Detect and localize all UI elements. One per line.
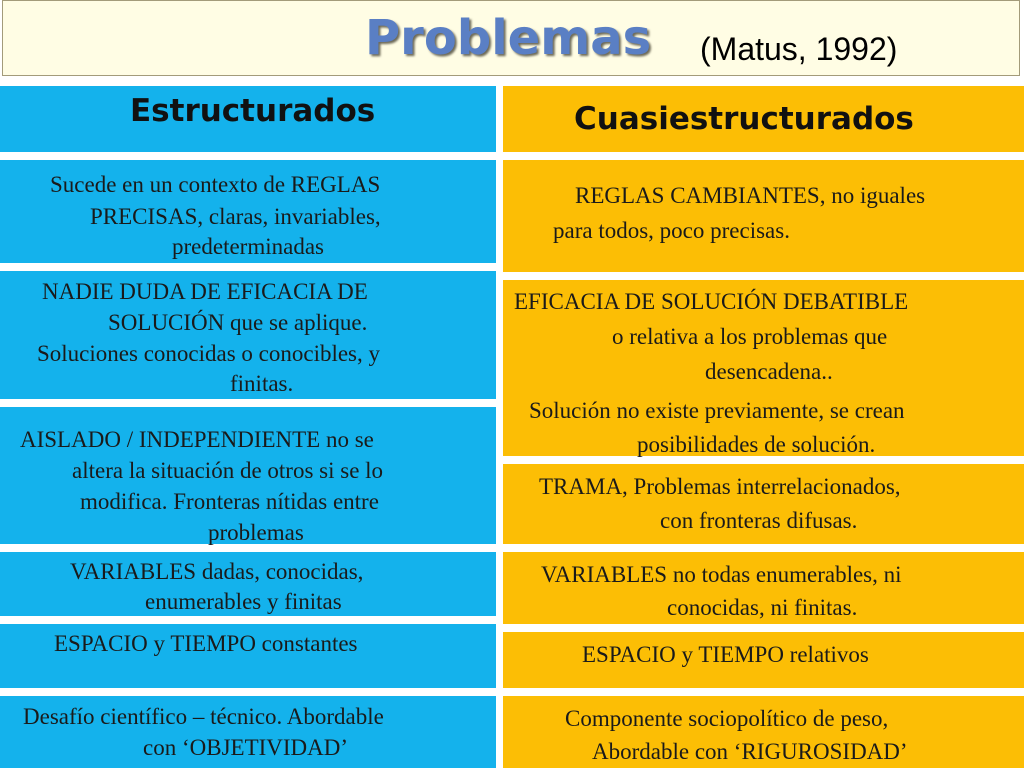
cell-right-espacio <box>503 632 1024 688</box>
cell-text-line: problemas <box>208 520 304 545</box>
cell-text-line: Sucede en un contexto de REGLAS <box>50 172 381 197</box>
cell-text-line: con fronteras difusas. <box>660 508 858 533</box>
cell-right-trama <box>503 464 1024 544</box>
cell-left-desafio <box>0 696 496 768</box>
cell-left-espacio <box>0 624 496 688</box>
cell-left-reglas <box>0 160 496 263</box>
cell-text-line: ESPACIO y TIEMPO constantes <box>54 631 358 656</box>
cell-right-variables <box>503 552 1024 624</box>
cell-text-line: Componente sociopolítico de peso, <box>565 706 889 731</box>
cell-text-line: o relativa a los problemas que <box>612 324 888 349</box>
cell-right-reglas <box>503 160 1024 272</box>
title-bar <box>2 0 1020 76</box>
cell-text-line: REGLAS CAMBIANTES, no iguales <box>575 183 926 208</box>
cell-text-line: posibilidades de solución. <box>637 432 876 457</box>
title-citation: (Matus, 1992) <box>700 31 898 67</box>
header-label: Estructurados <box>130 93 376 129</box>
cell-left-aislado <box>0 407 496 544</box>
cell-text-line: EFICACIA DE SOLUCIÓN DEBATIBLE <box>514 289 909 314</box>
cell-text-line: NADIE DUDA DE EFICACIA DE <box>42 279 368 304</box>
cell-text-line: ESPACIO y TIEMPO relativos <box>582 642 869 667</box>
cell-right-eficacia <box>503 280 1024 456</box>
header-label: Cuasiestructurados <box>574 101 914 137</box>
cell-text-line: modifica. Fronteras nítidas entre <box>80 489 379 514</box>
header-estructurados <box>0 86 496 152</box>
cell-text-line: Desafío científico – técnico. Abordable <box>23 704 384 729</box>
cell-text-line: Solución no existe previamente, se crean <box>529 398 905 423</box>
cell-text-line: Abordable con ‘RIGUROSIDAD’ <box>592 739 908 764</box>
cell-text-line: SOLUCIÓN que se aplique. <box>108 310 368 335</box>
page-title: Problemas <box>365 10 652 66</box>
cell-text-line: desencadena.. <box>705 359 833 384</box>
cell-text-line: para todos, poco precisas. <box>553 218 790 243</box>
cell-text-line: finitas. <box>230 371 294 396</box>
cell-text-line: AISLADO / INDEPENDIENTE no se <box>20 427 374 452</box>
cell-text-line: con ‘OBJETIVIDAD’ <box>143 735 349 760</box>
cell-text-line: TRAMA, Problemas interrelacionados, <box>539 474 901 499</box>
cell-text-line: altera la situación de otros si se lo <box>72 458 384 483</box>
cell-text-line: PRECISAS, claras, invariables, <box>90 204 381 229</box>
cell-text-line: Soluciones conocidas o conocibles, y <box>37 341 381 366</box>
cell-right-componente <box>503 696 1024 768</box>
cell-text-line: conocidas, ni finitas. <box>667 595 858 620</box>
cell-left-variables <box>0 552 496 616</box>
cell-text-line: VARIABLES no todas enumerables, ni <box>541 562 902 587</box>
cell-left-eficacia <box>0 271 496 399</box>
cell-text-line: predeterminadas <box>172 234 324 259</box>
header-cuasiestructurados <box>503 86 1024 152</box>
cell-text-line: VARIABLES dadas, conocidas, <box>70 559 364 584</box>
cell-text-line: enumerables y finitas <box>145 589 342 614</box>
